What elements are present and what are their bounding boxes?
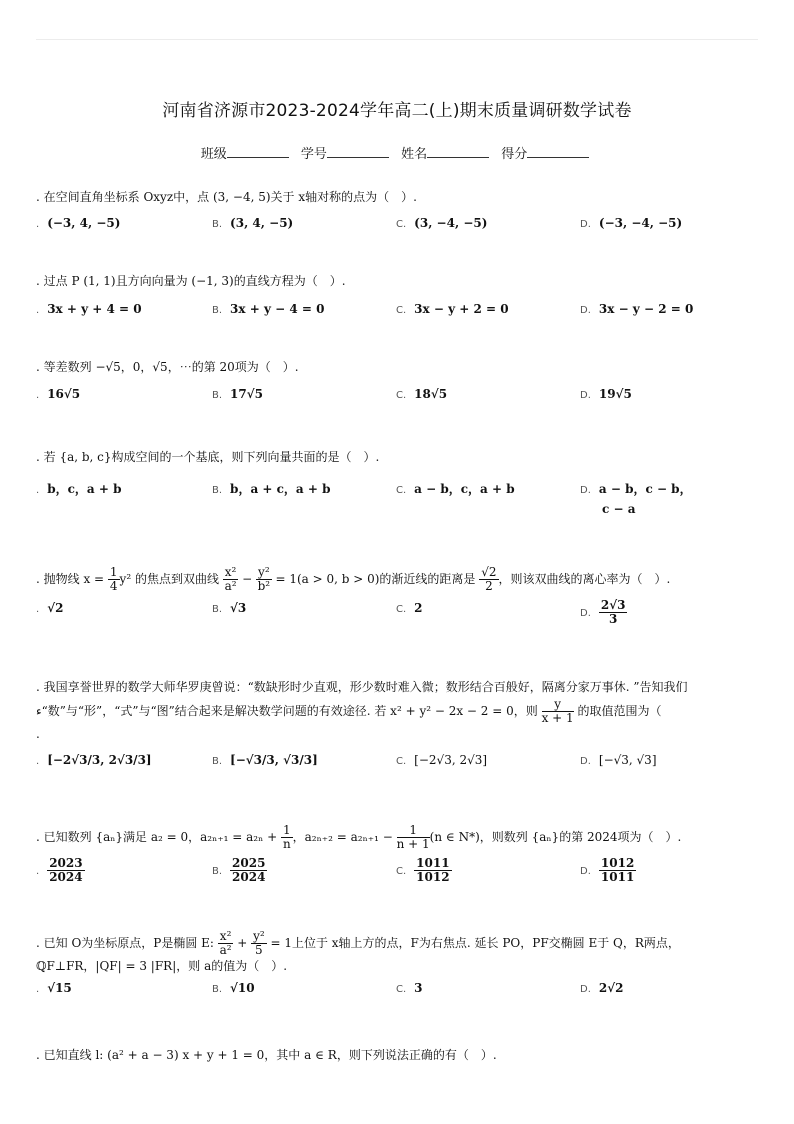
option-c[interactable]: [396, 480, 515, 500]
question-4: [36, 448, 776, 520]
option-text: 3x + y + 4 = 0: [47, 302, 142, 316]
option-c[interactable]: [396, 979, 423, 999]
question-2: [36, 272, 776, 320]
page-title: 河南省济源市2023-2024学年高二(上)期末质量调研数学试卷: [162, 101, 632, 121]
stem-text: y² 的焦点到双曲线: [119, 572, 223, 586]
question-stem: . 在空间直角坐标系 Oxyz中，点 (3, −4, 5)关于 x轴对称的点为（ ）.: [36, 190, 417, 204]
stem-text: . 已知数列 {aₙ}满足 a₂ = 0，a₂ₙ₊₁ = a₂ₙ +: [36, 830, 281, 844]
stem-text: = 1(a > 0, b > 0)的渐近线的距离是: [271, 572, 480, 586]
option-d-continued[interactable]: [602, 500, 636, 518]
score-label: 得分: [501, 147, 528, 162]
option-letter: .: [36, 984, 40, 995]
option-text: 3x − y + 2 = 0: [414, 302, 509, 316]
option-text: √2: [47, 601, 64, 615]
option-d[interactable]: [580, 214, 682, 234]
fraction: [542, 698, 574, 725]
option-letter: .: [36, 485, 40, 496]
score-blank[interactable]: [527, 145, 589, 158]
option-text: (−3, 4, −5): [47, 216, 121, 230]
option-text: 3: [414, 981, 423, 995]
option-letter: D.: [580, 866, 591, 877]
stem-text: −: [238, 572, 257, 586]
option-letter: B.: [212, 866, 223, 877]
option-text: [−2√3, 2√3]: [414, 753, 488, 767]
option-letter: C.: [396, 485, 407, 496]
student-id-field[interactable]: [301, 143, 393, 162]
option-text: 2: [414, 601, 423, 615]
denominator: 3: [609, 612, 618, 626]
option-text: 3x − y − 2 = 0: [598, 302, 694, 316]
denominator: n + 1: [396, 837, 430, 851]
option-text: √15: [47, 981, 72, 995]
fraction: [223, 566, 239, 593]
name-blank[interactable]: [427, 145, 489, 158]
option-letter: .: [36, 604, 40, 615]
option-text: √3: [230, 601, 247, 615]
option-text: a − b，c − b，: [598, 482, 692, 496]
question-stem-line-2: ℚF⊥FR，|QF| = 3 |FR|，则 a的值为（ ）.: [36, 959, 288, 973]
fraction: [397, 824, 430, 851]
option-letter: .: [36, 305, 40, 316]
option-text: √10: [230, 981, 255, 995]
option-a[interactable]: [36, 300, 142, 320]
denominator: n: [282, 837, 291, 851]
fraction: [414, 857, 451, 884]
options-row: [36, 599, 776, 629]
option-a[interactable]: [36, 385, 80, 405]
stem-text: . 已知 O为坐标原点，P是椭圆 E:: [36, 936, 218, 950]
denominator: 4: [109, 579, 118, 593]
numerator: 2023: [49, 856, 83, 870]
numerator: 1: [282, 823, 291, 837]
option-letter: .: [36, 219, 40, 230]
numerator: 1: [397, 824, 430, 838]
question-stem-line-1: . 我国享誉世界的数学大师华罗庚曾说：“数缺形时少直观，形少数时难入微；数形结合百般好，隔离分家万事休. ”告知我们: [36, 680, 688, 694]
student-id-label: 学号: [300, 147, 327, 162]
option-letter: D.: [580, 305, 591, 316]
question-stem: [36, 566, 776, 593]
denominator: b²: [257, 579, 271, 593]
option-b[interactable]: [212, 480, 331, 500]
fraction: [108, 566, 120, 593]
option-c[interactable]: [396, 751, 487, 771]
name-field[interactable]: [401, 143, 493, 162]
class-field[interactable]: [201, 143, 293, 162]
option-a[interactable]: [36, 751, 152, 771]
fraction: [230, 857, 267, 884]
option-text: 18√5: [414, 387, 448, 401]
option-letter: B.: [212, 756, 223, 767]
option-d[interactable]: [580, 979, 623, 999]
option-c[interactable]: [396, 599, 423, 619]
numerator: √2: [481, 565, 497, 579]
option-c[interactable]: [396, 857, 452, 884]
denominator: a²: [219, 943, 232, 957]
student-id-blank[interactable]: [327, 145, 389, 158]
options-row: [36, 385, 776, 405]
option-text: c − a: [602, 502, 636, 516]
option-d[interactable]: [580, 300, 693, 320]
option-b[interactable]: [212, 751, 318, 771]
option-c[interactable]: [396, 300, 509, 320]
fraction: [218, 930, 234, 957]
top-divider: [36, 39, 758, 40]
option-text: 16√5: [47, 387, 81, 401]
numerator: 2025: [232, 856, 266, 870]
name-label: 姓名: [401, 147, 428, 162]
option-letter: .: [36, 866, 40, 877]
option-text: 19√5: [598, 387, 632, 401]
denominator: 2: [485, 579, 493, 593]
option-letter: B.: [212, 305, 223, 316]
fraction: [479, 566, 498, 593]
question-3: [36, 358, 776, 405]
option-text: b，a + c，a + b: [230, 482, 331, 496]
option-a[interactable]: [36, 599, 63, 619]
option-b[interactable]: [212, 300, 324, 320]
option-letter: D.: [580, 219, 591, 230]
question-stem: . 等差数列 −√5，0，√5，⋯的第 20项为（ ）.: [36, 360, 299, 374]
denominator: 2024: [49, 870, 83, 884]
stem-text: = 1上位于 x轴上方的点，F为右焦点. 延长 PO，PF交椭圆 E于 Q，R两点，: [266, 936, 680, 950]
question-8: [36, 930, 776, 999]
question-6: [36, 678, 776, 777]
option-b[interactable]: [212, 979, 255, 999]
option-text: 2√2: [598, 981, 624, 995]
options-row: [36, 979, 776, 999]
denominator: 1011: [600, 870, 635, 884]
fraction: [251, 930, 267, 957]
numerator: 1011: [416, 856, 450, 870]
options-row: [36, 300, 776, 320]
option-letter: D.: [580, 608, 591, 619]
class-label: 班级: [200, 147, 227, 162]
numerator: y²: [253, 929, 265, 943]
option-a[interactable]: [36, 214, 120, 234]
stem-text: +: [233, 936, 252, 950]
numerator: y: [542, 698, 574, 712]
denominator: x + 1: [541, 711, 574, 725]
option-letter: C.: [396, 866, 407, 877]
numerator: 1012: [600, 856, 635, 870]
question-stem: [36, 930, 776, 957]
question-stem: [36, 824, 776, 851]
option-letter: C.: [396, 756, 407, 767]
option-letter: C.: [396, 604, 407, 615]
option-d[interactable]: [580, 480, 692, 500]
options-row: [36, 751, 776, 777]
option-a[interactable]: [36, 480, 121, 500]
denominator: 5: [255, 943, 263, 957]
option-text: 17√5: [230, 387, 263, 401]
option-letter: .: [36, 756, 40, 767]
stem-text: 的取值范围为（: [573, 704, 662, 718]
option-letter: C.: [396, 305, 407, 316]
student-info-row: [0, 143, 794, 162]
denominator: 2024: [232, 870, 266, 884]
stem-text: (n ∈ N*)，则数列 {aₙ}的第 2024项为（ ）.: [429, 830, 682, 844]
option-text: b，c，a + b: [47, 482, 122, 496]
option-letter: D.: [580, 984, 591, 995]
option-letter: D.: [580, 485, 591, 496]
numerator: x²: [224, 565, 237, 579]
option-b[interactable]: [212, 385, 263, 405]
fraction: [281, 824, 293, 851]
option-letter: B.: [212, 485, 223, 496]
numerator: x²: [219, 929, 232, 943]
option-a[interactable]: [36, 979, 72, 999]
question-7: [36, 824, 776, 889]
question-stem: . 过点 P (1, 1)且方向向量为 (−1, 3)的直线方程为（ ）.: [36, 274, 346, 288]
question-9: [36, 1046, 776, 1064]
option-b[interactable]: [212, 214, 293, 234]
class-blank[interactable]: [227, 145, 289, 158]
question-1: [36, 188, 776, 234]
numerator: 1: [109, 565, 118, 579]
question-stem-line-2: [36, 698, 776, 725]
option-letter: C.: [396, 390, 407, 401]
option-text: (3, 4, −5): [230, 216, 294, 230]
option-c[interactable]: [396, 385, 447, 405]
option-text: [−√3, √3]: [598, 753, 657, 767]
option-letter: B.: [212, 219, 223, 230]
options-row: [36, 857, 776, 889]
stem-text: ء“数”与“形”，“式”与“图”结合起来是解决数学问题的有效途径. 若 x² + y² − 2x − 2 = 0，则: [36, 704, 542, 718]
option-letter: C.: [396, 219, 407, 230]
option-text: (3, −4, −5): [414, 216, 488, 230]
score-field[interactable]: [501, 143, 593, 162]
stem-text: ，则该双曲线的离心率为（ ）.: [498, 572, 671, 586]
option-a[interactable]: [36, 857, 85, 884]
fraction: [47, 857, 84, 884]
stem-text: ，a₂ₙ₊₂ = a₂ₙ₊₁ −: [292, 830, 397, 844]
fraction: [256, 566, 272, 593]
option-letter: B.: [212, 604, 223, 615]
option-d[interactable]: [580, 385, 632, 405]
option-letter: B.: [212, 984, 223, 995]
fraction: [599, 857, 636, 884]
option-b[interactable]: [212, 599, 246, 619]
question-5: [36, 566, 776, 629]
option-c[interactable]: [396, 214, 487, 234]
option-text: [−√3/3, √3/3]: [230, 753, 318, 767]
option-letter: D.: [580, 756, 591, 767]
option-letter: C.: [396, 984, 407, 995]
option-letter: B.: [212, 390, 223, 401]
denominator: 1012: [416, 870, 450, 884]
option-text: (−3, −4, −5): [598, 216, 683, 230]
option-text: [−2√3/3, 2√3/3]: [47, 753, 152, 767]
option-letter: .: [36, 390, 40, 401]
question-stem: . 已知直线 l: (a² + a − 3) x + y + 1 = 0，其中 a ∈ R，则下列说法正确的有（ ）.: [36, 1048, 497, 1062]
option-text: a − b，c，a + b: [414, 482, 515, 496]
option-text: 3x + y − 4 = 0: [230, 302, 325, 316]
denominator: a²: [224, 579, 237, 593]
fraction: [599, 599, 628, 626]
option-d[interactable]: [580, 751, 657, 771]
options-row: [36, 480, 776, 500]
option-d[interactable]: [580, 857, 636, 884]
stem-text: . 抛物线 x =: [36, 572, 108, 586]
options-row-continued: [36, 500, 776, 520]
question-stem: . 若 {a, b, c}构成空间的一个基底，则下列向量共面的是（ ）.: [36, 450, 380, 464]
option-letter: D.: [580, 390, 591, 401]
numerator: 2√3: [600, 598, 626, 612]
numerator: y²: [258, 565, 270, 579]
option-b[interactable]: [212, 857, 267, 884]
question-stem-line-3: .: [36, 727, 40, 741]
option-d[interactable]: [580, 599, 627, 626]
options-row: [36, 214, 776, 234]
